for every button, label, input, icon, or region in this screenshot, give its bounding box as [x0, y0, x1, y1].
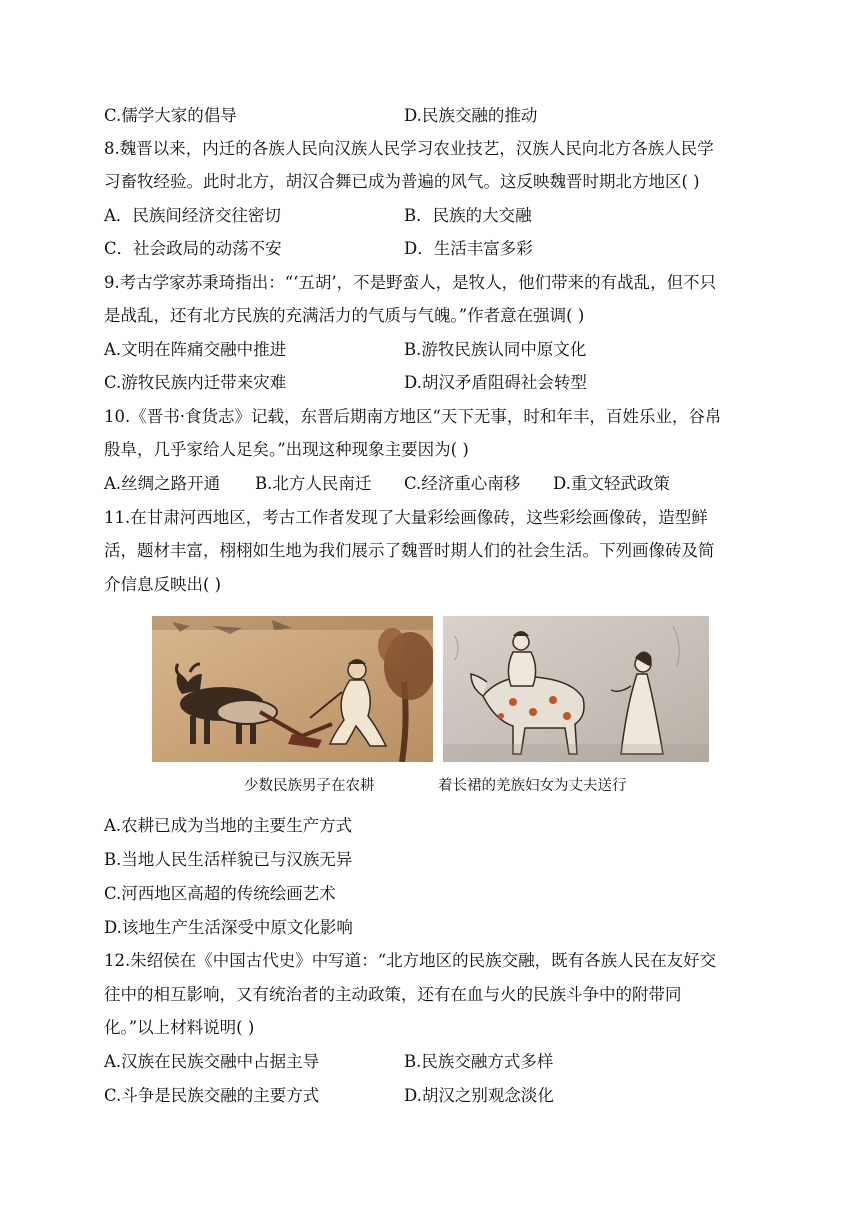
q10-stem-line-2: 殷阜，几乎家给人足矣。”出现这种现象主要因为( ) [104, 440, 469, 459]
farming-brick-image [152, 616, 433, 762]
q8-option-d: D．生活丰富多彩 [404, 239, 533, 258]
q12-stem-line-2: 往中的相互影响，又有统治者的主动政策，还有在血与火的民族斗争中的附带同 [104, 985, 682, 1004]
q7-option-c: C.儒学大家的倡导 [104, 106, 237, 125]
q11-option-c: C.河西地区高超的传统绘画艺术 [104, 884, 336, 903]
q11-option-a: A.农耕已成为当地的主要生产方式 [104, 816, 353, 835]
q10-option-d: D.重文轻武政策 [553, 474, 670, 493]
q10-option-c: C.经济重心南移 [404, 474, 521, 493]
q9-option-c: C.游牧民族内迁带来灾难 [104, 373, 287, 392]
q9-option-d: D.胡汉矛盾阻碍社会转型 [404, 373, 587, 392]
q9-option-a: A.文明在阵痛交融中推进 [104, 340, 287, 359]
q12-option-c: C.斗争是民族交融的主要方式 [104, 1086, 320, 1105]
q9-option-b: B.游牧民族认同中原文化 [404, 340, 587, 359]
q12-option-b: B.民族交融方式多样 [404, 1052, 554, 1071]
q9-stem-line-2: 是战乱，还有北方民族的充满活力的气质与气魄。”作者意在强调( ) [104, 306, 585, 325]
q12-stem-line-3: 化。”以上材料说明( ) [104, 1018, 255, 1037]
q8-option-c: C．社会政局的动荡不安 [104, 239, 282, 258]
farming-caption: 少数民族男子在农耕 [244, 778, 375, 794]
q10-option-a: A.丝绸之路开通 [104, 474, 221, 493]
q8-option-a: A．民族间经济交往密切 [104, 206, 281, 225]
q8-stem-line-2: 习畜牧经验。此时北方，胡汉合舞已成为普遍的风气。这反映魏晋时期北方地区( ) [104, 172, 700, 191]
farewell-brick-image [443, 616, 709, 762]
q11-figure [152, 616, 712, 796]
q7-option-d: D.民族交融的推动 [404, 106, 538, 125]
q10-stem-line-1: 10.《晋书·食货志》记载，东晋后期南方地区“天下无事，时和年丰，百姓乐业，谷帛 [104, 407, 722, 426]
q12-option-a: A.汉族在民族交融中占据主导 [104, 1052, 320, 1071]
q9-stem-line-1: 9.考古学家苏秉琦指出：“‘五胡’，不是野蛮人，是牧人，他们带来的有战乱，但不只 [104, 273, 717, 292]
q8-option-b: B．民族的大交融 [404, 206, 532, 225]
farewell-caption: 着长裙的羌族妇女为丈夫送行 [438, 778, 627, 794]
q8-stem-line-1: 8.魏晋以来，内迁的各族人民向汉族人民学习农业技艺，汉族人民向北方各族人民学 [104, 139, 714, 158]
q11-stem-line-2: 活，题材丰富，栩栩如生地为我们展示了魏晋时期人们的社会生活。下列画像砖及简 [104, 541, 715, 560]
q10-option-b: B.北方人民南迁 [255, 474, 372, 493]
q11-option-d: D.该地生产生活深受中原文化影响 [104, 918, 353, 937]
q11-option-b: B.当地人民生活样貌已与汉族无异 [104, 850, 353, 869]
q11-stem-line-1: 11.在甘肃河西地区，考古工作者发现了大量彩绘画像砖，这些彩绘画像砖，造型鲜 [104, 508, 708, 527]
q11-stem-line-3: 介信息反映出( ) [104, 575, 222, 594]
q12-stem-line-1: 12.朱绍侯在《中国古代史》中写道：“北方地区的民族交融，既有各族人民在友好交 [104, 951, 717, 970]
q12-option-d: D.胡汉之别观念淡化 [404, 1086, 554, 1105]
